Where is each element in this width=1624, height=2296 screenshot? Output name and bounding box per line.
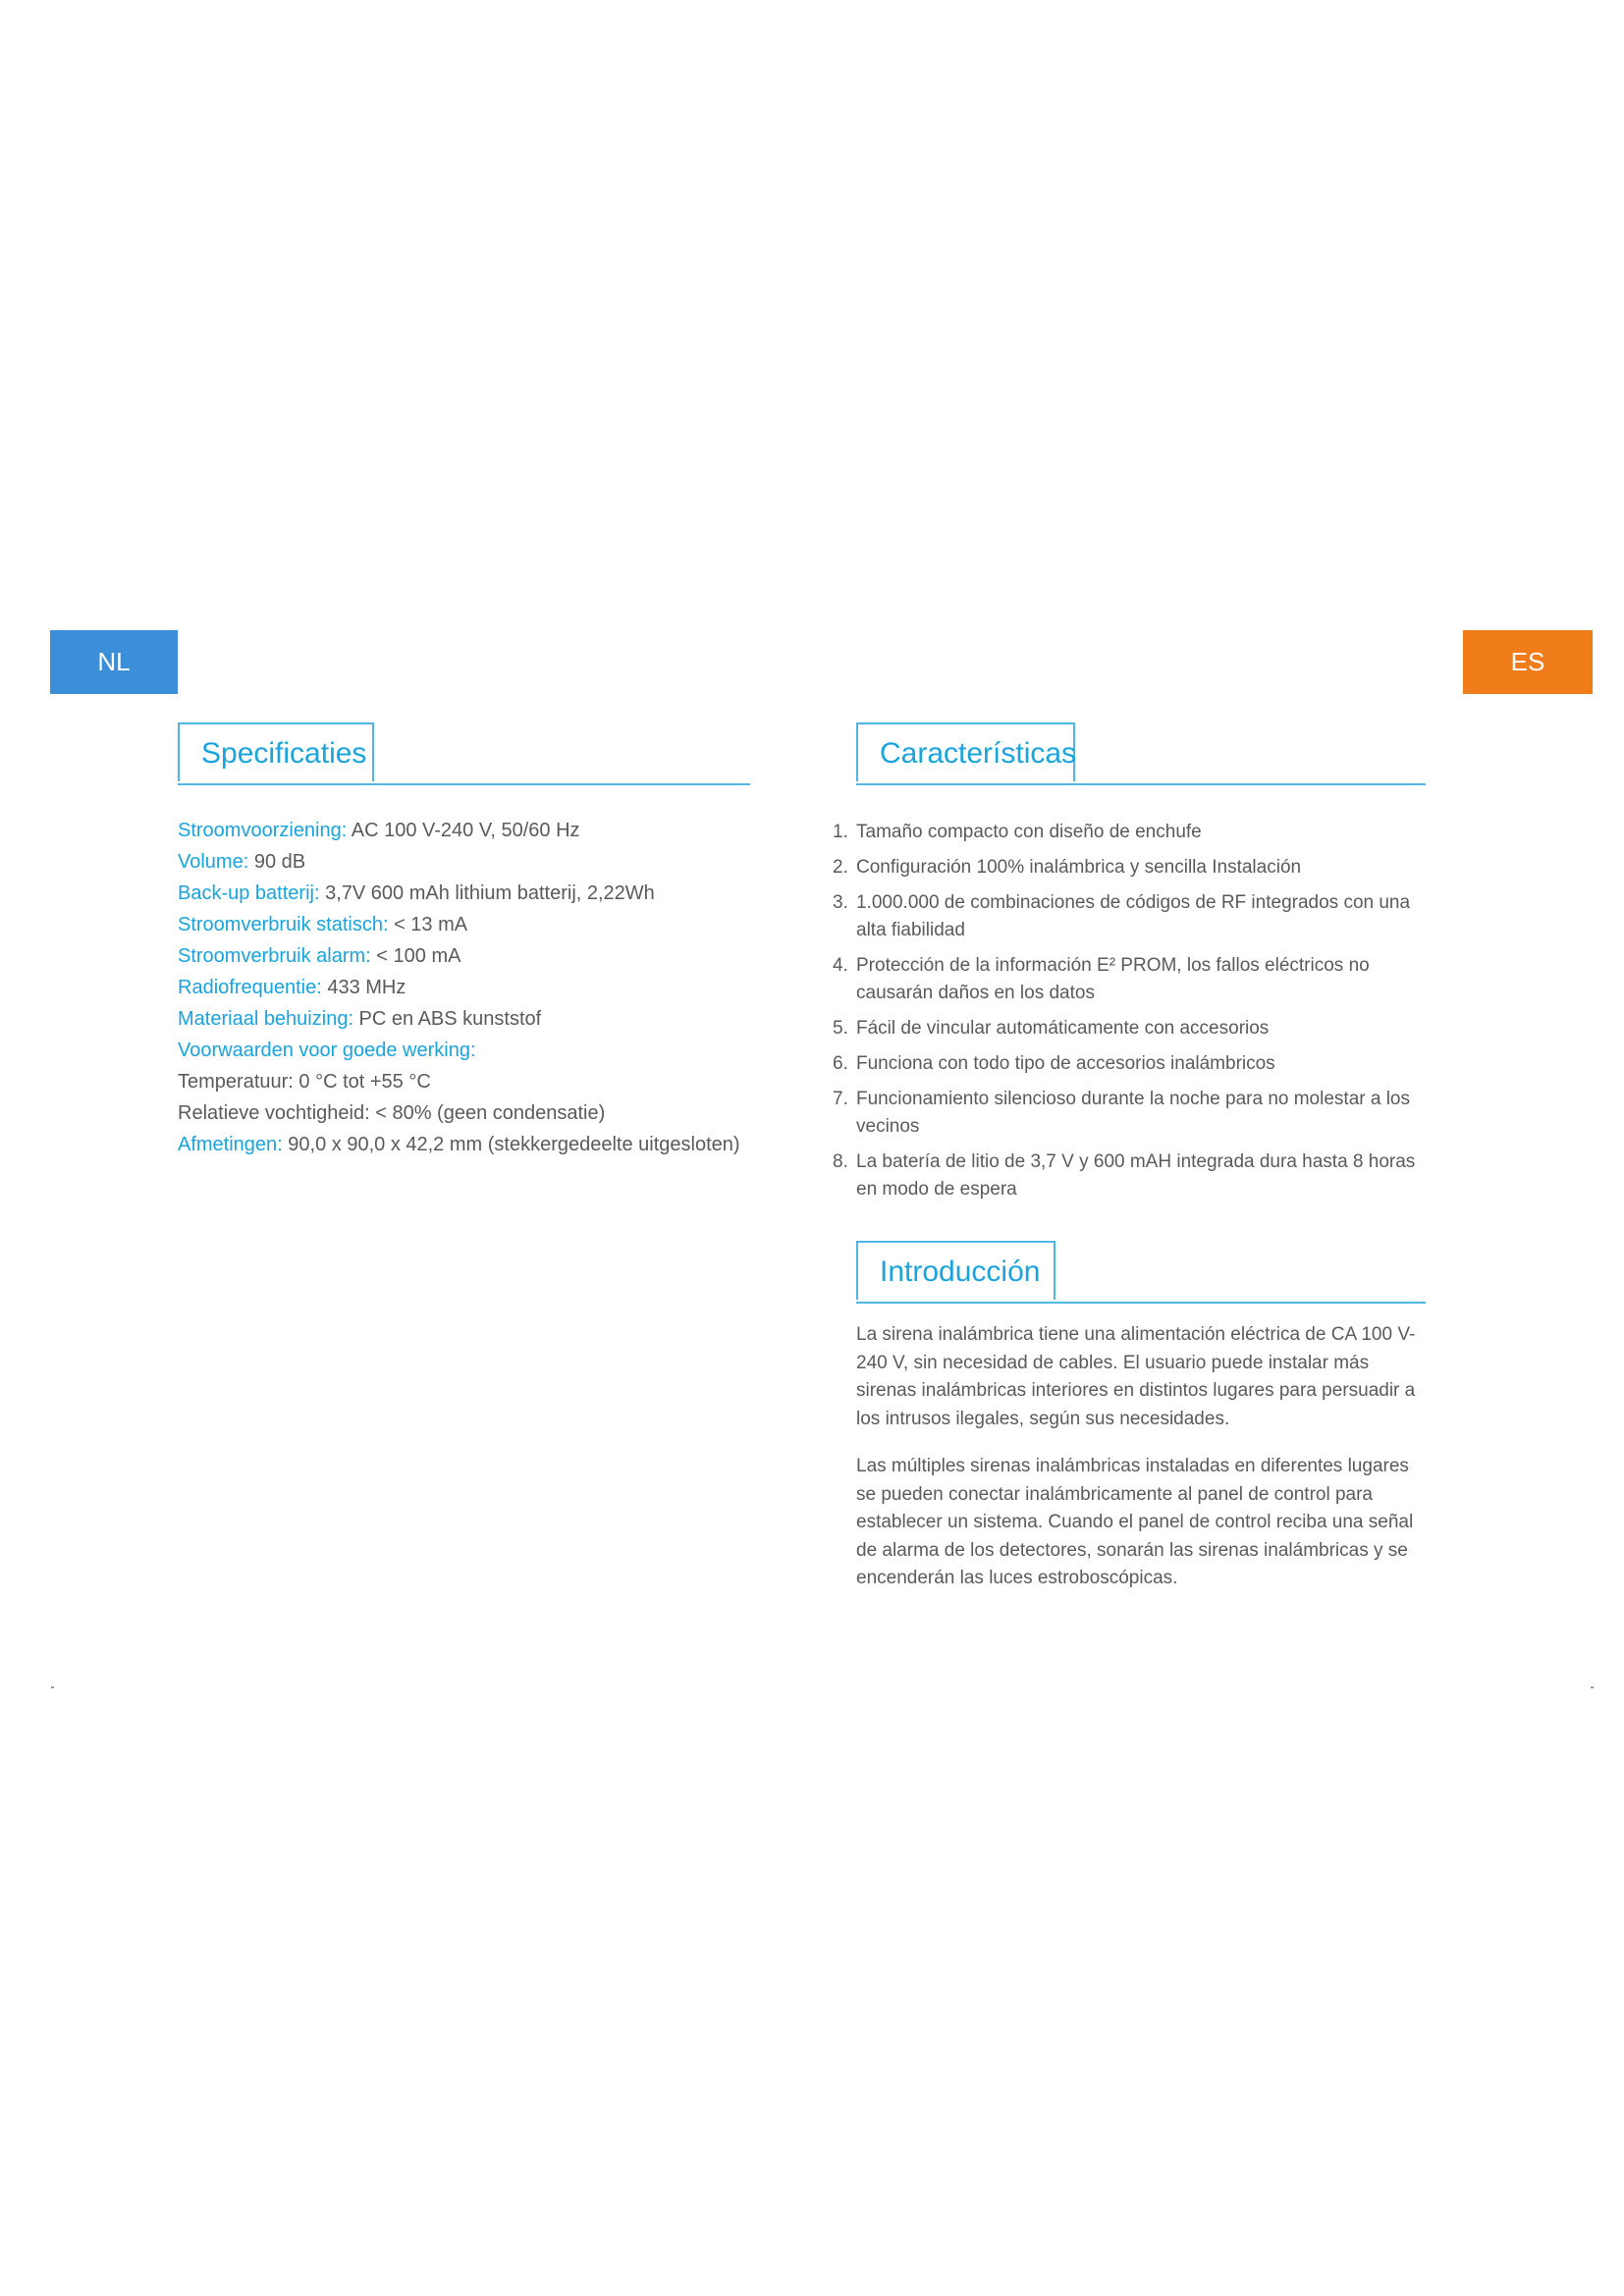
spec-row [178,846,767,878]
spec-value: Temperatuur: 0 °C tot +55 °C [178,1071,431,1093]
spec-row [178,940,767,972]
list-item [833,889,1432,944]
list-number: 7. [833,1089,848,1109]
intro-paragraph: La sirena inalámbrica tiene una alimentación eléctrica de CA 100 V-240 V, sin necesidad de cables. El usuario puede instalar más sirenas inalámbricas interiores en distintos lugares para persuadir a los intrusos ilegales, según sus necesidades. [856,1324,1416,1429]
spec-row [178,1097,767,1129]
spec-value: AC 100 V-240 V, 50/60 Hz [347,820,580,841]
list-number: 8. [833,1151,848,1172]
spec-row [178,1066,767,1097]
list-text: Fácil de vincular automáticamente con accesorios [856,1018,1270,1039]
spec-label: Afmetingen: [178,1134,283,1155]
spec-value: Relatieve vochtigheid: < 80% (geen condensatie) [178,1102,606,1124]
features-title: Características [856,722,1075,781]
spec-row [178,972,767,1003]
specs-title: Specificaties [178,722,374,781]
list-number: 2. [833,857,848,878]
specs-section-header [178,722,750,785]
list-text: Protección de la información E² PROM, los fallos eléctricos no causarán daños en los datos [856,955,1370,1003]
right-edge-mark [1591,1686,1594,1688]
spec-row [178,878,767,909]
specs-list [178,815,767,1160]
list-item [833,952,1432,1007]
intro-section-header [856,1241,1426,1304]
spec-value: 3,7V 600 mAh lithium batterij, 2,22Wh [319,882,655,904]
spec-label: Volume: [178,851,249,873]
features-section-header [856,722,1426,785]
list-text: Tamaño compacto con diseño de enchufe [856,822,1202,842]
spec-row [178,1035,767,1066]
spec-row [178,815,767,846]
list-item [833,819,1432,846]
list-item [833,1148,1432,1203]
list-item [833,1015,1432,1042]
spec-row [178,1003,767,1035]
spec-label: Stroomverbruik alarm: [178,945,371,967]
spec-value: PC en ABS kunststof [353,1008,542,1030]
language-tab-nl: NL [50,630,178,694]
list-text: Configuración 100% inalámbrica y sencilla Instalación [856,857,1302,878]
list-item [833,1050,1432,1078]
spec-label: Radiofrequentie: [178,977,322,998]
spec-label: Stroomverbruik statisch: [178,914,389,935]
list-number: 5. [833,1018,848,1039]
features-list [833,819,1432,1211]
spec-label: Materiaal behuizing: [178,1008,353,1030]
spec-value: 90 dB [248,851,306,873]
list-item [833,1086,1432,1141]
language-tab-es: ES [1463,630,1593,694]
spec-label: Voorwaarden voor goede werking: [178,1040,476,1061]
list-text: Funciona con todo tipo de accesorios inalámbricos [856,1053,1275,1074]
intro-paragraph: Las múltiples sirenas inalámbricas instaladas en diferentes lugares se pueden conectar inalámbricamente al panel de control para establecer un sistema. Cuando el panel de control reciba una señal de alarma de los detectores, sonarán las sirenas inalámbricas y se encenderán las luces estroboscópicas. [856,1456,1414,1588]
intro-body [856,1321,1432,1613]
list-number: 1. [833,822,848,842]
spec-label: Stroomvoorziening: [178,820,348,841]
list-text: La batería de litio de 3,7 V y 600 mAH integrada dura hasta 8 horas en modo de espera [856,1151,1416,1200]
list-number: 6. [833,1053,848,1074]
list-item [833,854,1432,881]
list-number: 3. [833,892,848,913]
spec-value: 90,0 x 90,0 x 42,2 mm (stekkergedeelte uitgesloten) [282,1134,740,1155]
spec-row [178,1129,767,1160]
spec-value: < 100 mA [370,945,461,967]
list-text: 1.000.000 de combinaciones de códigos de RF integrados con una alta fiabilidad [856,892,1411,940]
list-number: 4. [833,955,848,976]
left-edge-mark [51,1686,54,1688]
intro-title: Introducción [856,1241,1056,1300]
spec-value: < 13 mA [388,914,468,935]
spec-label: Back-up batterij: [178,882,320,904]
spec-value: 433 MHz [321,977,406,998]
list-text: Funcionamiento silencioso durante la noche para no molestar a los vecinos [856,1089,1410,1137]
spec-row [178,909,767,940]
